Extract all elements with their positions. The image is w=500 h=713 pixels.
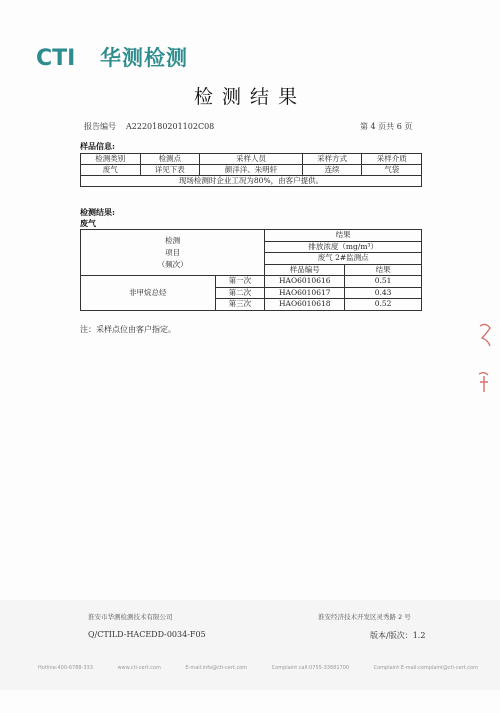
item-frequency-header: 检测 项目 （频次） (81, 230, 265, 276)
page-number: 第 4 页共 6 页 (360, 122, 413, 131)
table-header-cell: 检测点 (140, 154, 200, 165)
footer-contacts (38, 665, 478, 671)
sample-number-cell: HAO6010617 (265, 287, 345, 299)
report-number-label: 报告编号 (84, 122, 116, 131)
table-cell: 气袋 (362, 165, 422, 176)
footnote: 注：采样点位由客户指定。 (80, 325, 176, 334)
footer-company: 淮安市华测检测技术有限公司 (88, 613, 173, 621)
table-row (81, 276, 422, 288)
table-cell: 颜洋洋、朱明轩 (200, 165, 303, 176)
operating-condition-note: 现场检测时企业工况为80%，由客户提供。 (81, 176, 422, 187)
seal-stamp-fragment (474, 318, 494, 408)
footer-address: 淮安经济技术开发区灵秀路 2 号 (318, 613, 411, 621)
document-version: 版本/版次：1.2 (370, 631, 426, 640)
results-heading: 检测结果: (80, 207, 115, 217)
cti-logo-mark (36, 45, 94, 69)
sample-number-cell: HAO6010616 (265, 276, 345, 288)
table-cell: 连续 (302, 165, 362, 176)
value-header: 结果 (345, 264, 422, 276)
sample-number-header: 样品编号 (265, 264, 345, 276)
table-header-cell: 采样介质 (362, 154, 422, 165)
table-header-cell: 采样人员 (200, 154, 303, 165)
report-number (84, 121, 214, 132)
concentration-header: 排放浓度（mg/m³） (265, 241, 422, 253)
company-logo (36, 42, 188, 72)
table-cell: 废气 (81, 165, 141, 176)
sample-info-heading: 样品信息: (80, 141, 115, 151)
sample-info-table (80, 153, 422, 187)
value-cell: 0.43 (345, 287, 422, 299)
table-header-row (81, 230, 422, 242)
table-header-cell: 检测类别 (81, 154, 141, 165)
hotline-text: Hotline:400-6788-333 (38, 665, 93, 671)
table-header-cell: 采样方式 (302, 154, 362, 165)
result-header: 结果 (265, 230, 422, 242)
sample-number-cell: HAO6010618 (265, 299, 345, 311)
frequency-cell: 第一次 (215, 276, 265, 288)
page-title: 检测结果 (193, 86, 306, 108)
results-table (80, 229, 422, 311)
frequency-cell: 第二次 (215, 287, 265, 299)
table-header-row (81, 154, 422, 165)
value-cell: 0.52 (345, 299, 422, 311)
value-cell: 0.51 (345, 276, 422, 288)
item-name-cell: 非甲烷总烃 (81, 276, 216, 311)
footer-band (0, 600, 500, 690)
svg-text:CTI: CTI (36, 46, 76, 69)
complaint-call-text: Complaint call:0755-33681700 (271, 665, 350, 671)
monitoring-point-header: 废气 2#监测点 (265, 253, 422, 265)
table-row (81, 176, 422, 187)
website-text: www.cti-cert.com (117, 665, 161, 671)
table-cell: 详见下表 (140, 165, 200, 176)
results-subheading: 废气 (80, 218, 96, 228)
logo-chinese-name: 华测检测 (100, 46, 188, 70)
table-row (81, 165, 422, 176)
report-number-value: A2220180201102C08 (126, 122, 215, 131)
document-code: Q/CTILD-HACEDD-0034-F05 (88, 630, 206, 639)
complaint-email-text: Complaint E-mail:complaint@cti-cert.com (373, 665, 478, 671)
frequency-cell: 第三次 (215, 299, 265, 311)
email-text: E-mail:info@cti-cert.com (185, 665, 248, 671)
